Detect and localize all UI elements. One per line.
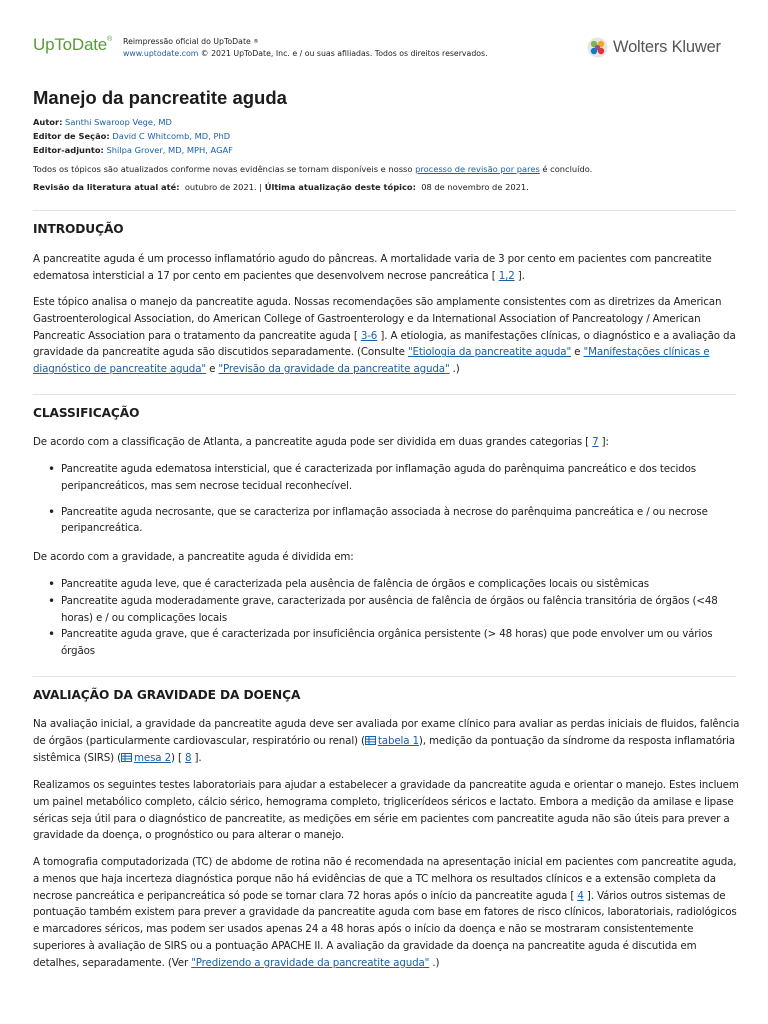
divider bbox=[33, 394, 736, 395]
publisher-name: Wolters Kluwer bbox=[613, 38, 721, 56]
intro-p2-text: Este tópico analisa o manejo da pancreatite aguda. Nossas recomendações são amplamente consistentes com as diretrizes da American Gastroenterological Association, do American College of Gastroenterology e da International Association of Pancreatology / American Pancreatic Association para o tratamento da pancreatite aguda [ bbox=[33, 296, 722, 342]
section-heading-classification: CLASSIFICAÇÃO bbox=[33, 406, 140, 420]
list-item: • Pancreatite aguda grave, que é caracterizada por insuficiência orgânica persistente (> 48 horas) que pode envolver um ou vários órgãos bbox=[33, 626, 745, 660]
classification-type-list bbox=[33, 461, 745, 537]
severity-p1-mid: ), medição da pontuação da síndrome da resposta inflamatória sistêmica (SIRS) ( bbox=[33, 734, 735, 764]
classification-paragraph-2: De acordo com a gravidade, a pancreatite aguda é dividida em: bbox=[33, 551, 354, 563]
logo-mark: ® bbox=[107, 36, 112, 43]
intro-paragraph-2 bbox=[33, 294, 745, 378]
section-heading-introduction: INTRODUÇÃO bbox=[33, 222, 124, 236]
severity-paragraph-1 bbox=[33, 716, 745, 766]
severity-paragraph-3 bbox=[33, 854, 745, 972]
author-label: Autor: bbox=[33, 117, 63, 127]
severity-category-list bbox=[33, 576, 745, 660]
reprint-line: Reimpressão oficial do UpToDate bbox=[123, 37, 251, 46]
reference-link[interactable]: 3-6 bbox=[360, 329, 378, 342]
severity-p3-text: A tomografia computadorizada (TC) de abdome de rotina não é recomendada na apresentação inicial em pacientes com pancreatite aguda, a menos que haja incerteza diagnóstica porque não há evidências de que a TC melhora os resultados clínicos e a extensão completa da necrose pancreática e peripancreática só pode se tornar clara 72 horas após o início da pancreatite aguda [ bbox=[33, 856, 737, 902]
deputy-editor-line bbox=[33, 145, 233, 155]
date-separator: | bbox=[256, 182, 265, 192]
header bbox=[0, 0, 768, 70]
intro-p2-and: e bbox=[571, 346, 584, 359]
reference-link[interactable]: 4 bbox=[577, 889, 584, 902]
author-line bbox=[33, 117, 172, 127]
reprint-notice bbox=[123, 36, 488, 60]
topic-link-clinical-manifestations[interactable]: "Manifestações clínicas e diagnóstico de pancreatite aguda" bbox=[33, 346, 710, 376]
deputy-editor-link[interactable]: Shilpa Grover, MD, MPH, AGAF bbox=[106, 145, 233, 155]
uptodate-logo[interactable] bbox=[33, 35, 112, 55]
section-editor-label: Editor de Seção: bbox=[33, 131, 110, 141]
uptodate-site-link[interactable]: www.uptodate.com bbox=[123, 49, 199, 58]
peer-review-link[interactable]: processo de revisão por pares bbox=[415, 164, 540, 174]
last-update-date: 08 de novembro de 2021. bbox=[421, 182, 529, 192]
update-note-text: Todos os tópicos são atualizados conforme novas evidências se tornam disponíveis e nosso bbox=[33, 164, 416, 174]
severity-p1-end: ]. bbox=[191, 751, 202, 764]
severity-p3-mid: ]. Vários outros sistemas de pontuação também existem para prever a gravidade da pancreatite aguda com base em fatores de risco clínicos, laboratoriais, radiológicos e marcadores séricos, mas podem ser usados apenas 24 a 48 horas após o início da doença e não se mostraram consistentemente superiores à avaliação de SIRS ou a pontuação APACHE II. A avaliação da gravidade da doença na pancreatite aguda é discutida em detalhes, separadamente. (Ver bbox=[33, 889, 737, 969]
reference-link[interactable]: 7 bbox=[592, 436, 599, 448]
topic-link-etiology[interactable]: "Etiologia da pancreatite aguda" bbox=[407, 346, 572, 359]
intro-p2-mid: ]. A etiologia, as manifestações clínicas, o diagnóstico e a avaliação da gravidade da pancreatite aguda são discutidos separadamente. (Consulte bbox=[33, 329, 736, 359]
section-heading-severity-assessment: AVALIAÇÃO DA GRAVIDADE DA DOENÇA bbox=[33, 688, 301, 702]
reference-link[interactable]: 1,2 bbox=[498, 269, 515, 282]
severity-p3-end: .) bbox=[429, 956, 440, 969]
classification-paragraph-1 bbox=[33, 434, 745, 451]
intro-p2-and: e bbox=[205, 363, 219, 376]
classification-p1-end: ]: bbox=[598, 436, 609, 448]
intro-paragraph-1 bbox=[33, 251, 745, 285]
author-link[interactable]: Santhi Swaroop Vege, MD bbox=[65, 117, 172, 127]
review-dates bbox=[33, 182, 529, 192]
copyright-text: © 2021 UpToDate, Inc. e / ou suas afiliadas. Todos os direitos reservados. bbox=[198, 49, 488, 58]
list-item: • Pancreatite aguda necrosante, que se caracteriza por inflamação associada à necrose do parênquima pancreática e / ou necrose peripancreática. bbox=[33, 504, 745, 538]
section-editor-link[interactable]: David C Whitcomb, MD, PhD bbox=[112, 131, 231, 141]
reprint-registered-mark: ® bbox=[253, 39, 259, 45]
intro-p1-end: ]. bbox=[514, 269, 525, 282]
update-note-end: é concluído. bbox=[539, 164, 593, 174]
lit-review-date: outubro de 2021. bbox=[184, 182, 257, 192]
severity-p1-text: Na avaliação inicial, a gravidade da pancreatite aguda deve ser avaliada por exame clínico para avaliar as perdas iniciais de fluidos, falência de órgãos (particularmente cardiovascular, respiratório ou renal) ( bbox=[33, 718, 740, 747]
last-update-label: Última atualização deste tópico: bbox=[264, 182, 416, 192]
table-icon bbox=[121, 753, 132, 762]
page-title: Manejo da pancreatite aguda bbox=[33, 87, 287, 108]
reference-link[interactable]: 8 bbox=[184, 751, 192, 764]
lit-review-label: Revisão da literatura atual até: bbox=[33, 182, 180, 192]
list-item: • Pancreatite aguda edematosa intersticial, que é caracterizada por inflamação aguda do parênquima pancreático e dos tecidos peripancreáticos, mas sem necrose tecidual reconhecível. bbox=[33, 461, 745, 495]
topic-link-severity-prediction[interactable]: "Previsão da gravidade da pancreatite aguda" bbox=[218, 363, 450, 376]
logo-text: UpToDate bbox=[33, 35, 107, 54]
wolters-kluwer-logo[interactable] bbox=[587, 37, 737, 59]
intro-p1-text: A pancreatite aguda é um processo inflamatório agudo do pâncreas. A mortalidade varia de 3 por cento em pacientes com pancreatite edematosa intersticial a 17 por cento em pacientes que desenvolvem necrose pancreática [ bbox=[33, 253, 712, 282]
list-item: • Pancreatite aguda leve, que é caracterizada pela ausência de falência de órgãos e complicações locais ou sistêmicas bbox=[33, 576, 745, 593]
intro-p2-end: .) bbox=[449, 363, 460, 376]
deputy-editor-label: Editor-adjunto: bbox=[33, 145, 104, 155]
classification-p1-text: De acordo com a classificação de Atlanta, a pancreatite aguda pode ser dividida em duas grandes categorias [ bbox=[33, 436, 593, 448]
list-item: • Pancreatite aguda moderadamente grave, caracterizada por ausência de falência de órgãos ou falência transitória de órgãos (<48 horas) e / ou complicações locais bbox=[33, 593, 745, 627]
update-note bbox=[33, 164, 592, 174]
divider bbox=[33, 210, 736, 211]
table-icon bbox=[365, 736, 376, 745]
wolters-kluwer-logo-icon bbox=[587, 37, 608, 58]
section-editor-line bbox=[33, 131, 230, 141]
topic-link-predicting-severity[interactable]: "Predizendo a gravidade da pancreatite aguda" bbox=[191, 956, 430, 969]
severity-p1-mid2: ) [ bbox=[170, 751, 185, 764]
table-2-link[interactable]: mesa 2 bbox=[134, 751, 171, 764]
table-1-link[interactable]: tabela 1 bbox=[377, 734, 419, 747]
severity-paragraph-2: Realizamos os seguintes testes laboratoriais para ajudar a estabelecer a gravidade da pancreatite aguda e orientar o manejo. Estes incluem um painel metabólico completo, cálcio sérico, hemograma completo, triglicerídeos séricos e lactato. Embora a medição da amilase e lipase séricas seja útil para o diagnóstico de pancreatite, as medições em série em pacientes com pancreatite aguda não são úteis para prever a gravidade da doença, o prognóstico ou para alterar o manejo. bbox=[33, 779, 739, 842]
divider bbox=[33, 676, 736, 677]
